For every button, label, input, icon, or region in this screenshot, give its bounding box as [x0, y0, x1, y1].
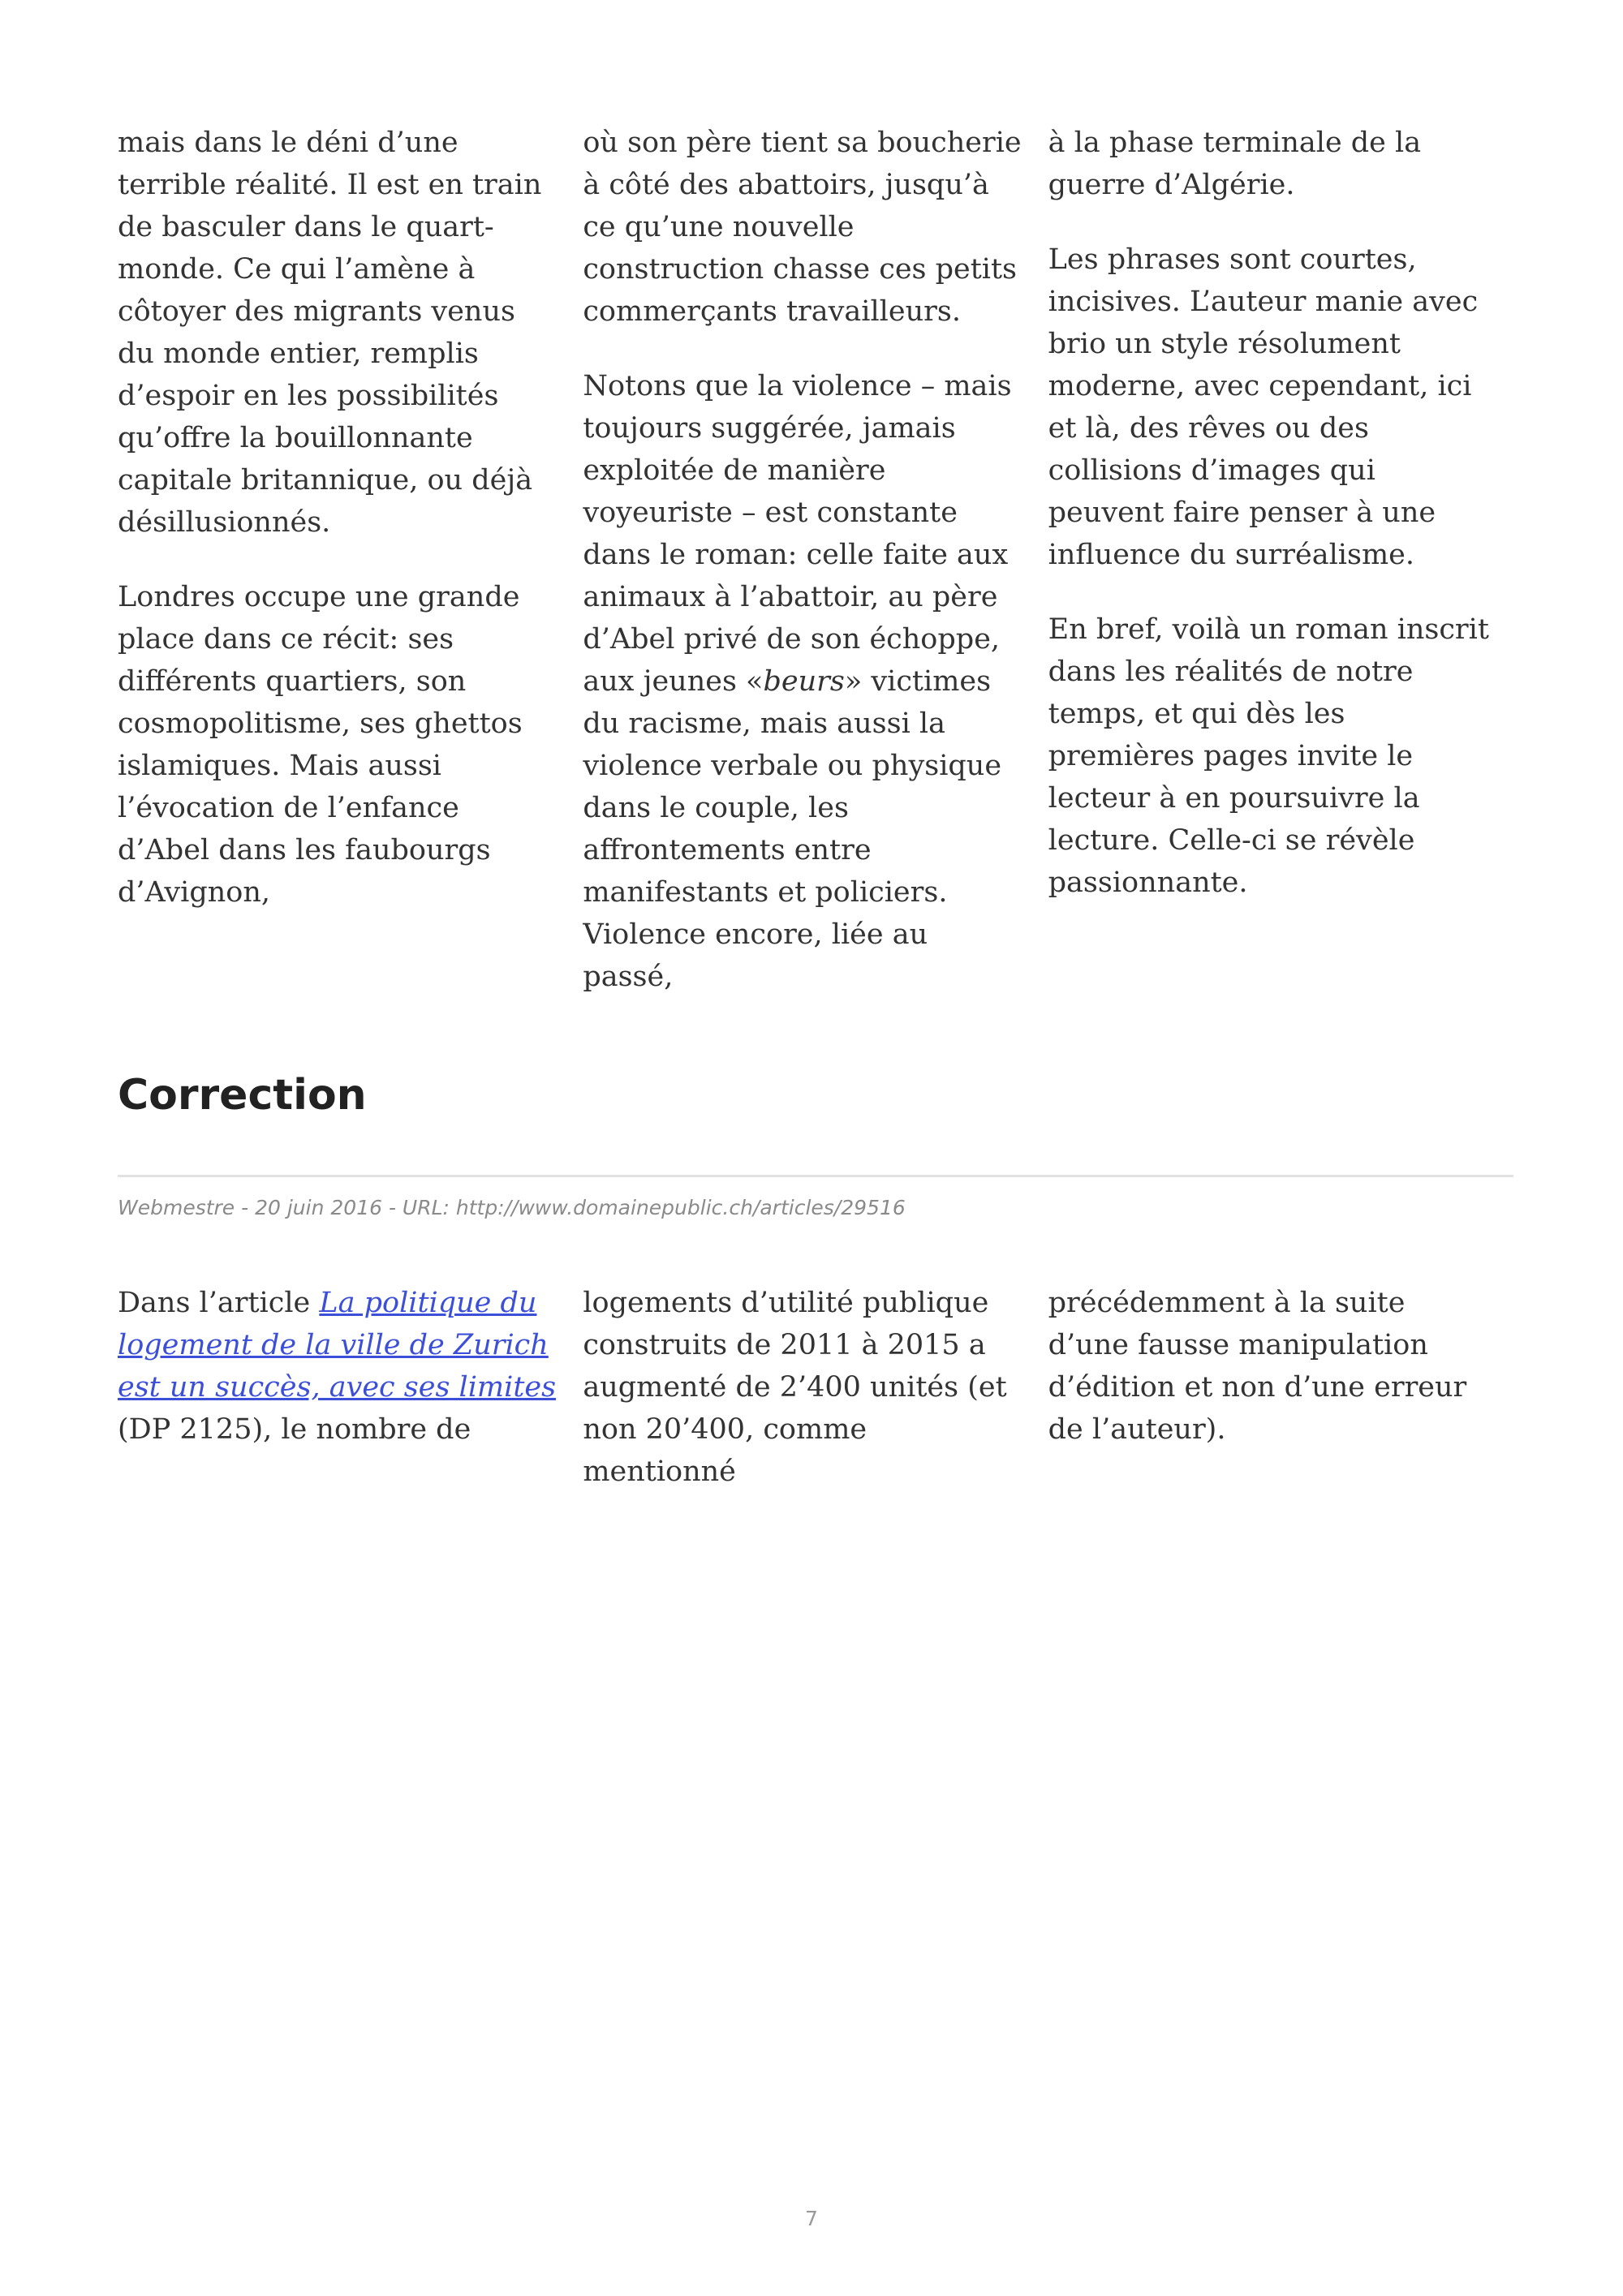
correction-paragraph	[118, 1282, 558, 1451]
section-divider	[118, 1175, 1513, 1177]
article-paragraph: Londres occupe une grande place dans ce récit: ses différents quartiers, son cosmopolitisme, ses ghettos islamiques. Mais aussi l’évocation de l’enfance d’Abel dans les faubourgs d’Avignon,	[118, 581, 523, 909]
paragraph-text: (DP 2125), le nombre de	[118, 1413, 471, 1446]
article-paragraph: mais dans le déni d’une terrible réalité. Il est en train de basculer dans le quart-monde. Ce qui l’amène à côtoyer des migrants venus du monde entier, remplis d’espoir en les possibilités qu’offre la bouillonnante capitale britannique, ou déjà désillusionnés.	[118, 127, 542, 539]
article-meta: Webmestre - 20 juin 2016 - URL: http://www.domainepublic.ch/articles/29516	[118, 1196, 906, 1219]
article-paragraph	[583, 365, 1023, 998]
article-link[interactable]: La politique du logement de la ville de Zurich est un succès, avec ses limites	[118, 1287, 557, 1404]
section-title: Correction	[118, 1071, 367, 1120]
article-column-3	[1048, 122, 1513, 1030]
article-paragraph: à la phase terminale de la guerre d’Algérie.	[1048, 127, 1422, 201]
correction-column-1	[118, 1282, 583, 1525]
correction-paragraph: logements d’utilité publique construits de 2011 à 2015 a augmenté de 2’400 unités (et non 20’400, comme mentionné	[583, 1287, 1007, 1488]
correction-column-3	[1048, 1282, 1513, 1525]
article-paragraph: En bref, voilà un roman inscrit dans les réalités de notre temps, et qui dès les premières pages invite le lecteur à en poursuivre la lecture. Celle-ci se révèle passionnante.	[1048, 613, 1489, 899]
article-paragraph: Les phrases sont courtes, incisives. L’auteur manie avec brio un style résolument moderne, avec cependant, ici et là, des rêves ou des collisions d’images qui peuvent faire penser à une influence du surréalisme.	[1048, 243, 1479, 571]
page-number: 7	[805, 2207, 818, 2230]
paragraph-text: » victimes du racisme, mais aussi la violence verbale ou physique dans le couple, les affrontements entre manifestants et policiers. Violence encore, liée au passé,	[583, 665, 1002, 993]
paragraph-text: Dans l’article	[118, 1287, 320, 1319]
article-columns	[118, 122, 1513, 1030]
correction-columns	[118, 1282, 1513, 1525]
correction-column-2	[583, 1282, 1048, 1525]
article-column-2	[583, 122, 1048, 1030]
correction-paragraph: précédemment à la suite d’une fausse manipulation d’édition et non d’une erreur de l’auteur).	[1048, 1287, 1467, 1446]
paragraph-text: Notons que la violence – mais toujours suggérée, jamais exploitée de manière voyeuriste – est constante dans le roman: celle faite aux animaux à l’abattoir, au père d’Abel privé de son échoppe, aux jeunes «	[583, 370, 1012, 698]
emphasized-word: beurs	[763, 665, 845, 698]
article-paragraph: où son père tient sa boucherie à côté des abattoirs, jusqu’à ce qu’une nouvelle construction chasse ces petits commerçants travailleurs.	[583, 127, 1022, 328]
article-column-1	[118, 122, 583, 1030]
